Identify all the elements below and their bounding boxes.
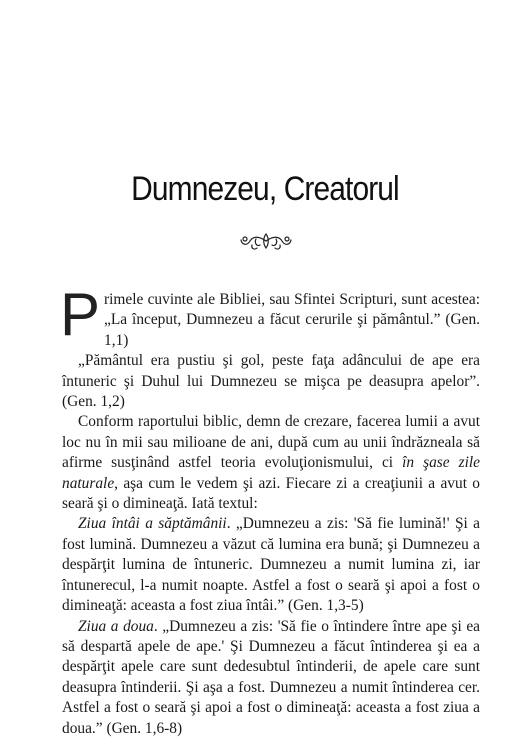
paragraph-3-text-a: Conform raportului biblic, demn de crezare, facerea lumii a avut loc nu în mii sau milioane de ani, după cum au unii îndrăzneala să afirme susţinând astfel teoria evoluţionismului, ci (62, 413, 480, 472)
paragraph-1-text: rimele cuvinte ale Bibliei, sau Sfintei Scripturi, sunt acestea: „La început, Dumnezeu a făcut cerurile şi pământul.” (Gen. 1,1) (104, 291, 480, 349)
day-one-heading: Ziua întâi a săptămânii (78, 515, 227, 533)
paragraph-5 (62, 617, 480, 739)
paragraph-3-emphasis: în şase zile naturale (62, 454, 480, 492)
paragraph-4 (62, 514, 480, 616)
chapter-title: Dumnezeu, Creatorul (131, 170, 399, 208)
paragraph-3 (62, 412, 480, 514)
paragraph-4-text: . „Dumnezeu a zis: 'Să fie lumină!' Şi a fost lumină. Dumnezeu a văzut că lumina era bună; şi Dumnezeu a despărţit lumina de întuneric. Dumnezeu a numit lumina zi, iar întunerecul, l-a numit noapte. Astfel a fost o seară şi apoi a fost o dimineaţă: aceasta a fost ziua întâi.” (Gen. 1,3-5) (62, 515, 480, 615)
floral-ornament-icon (239, 230, 293, 252)
drop-cap: P (60, 281, 101, 348)
paragraph-1 (60, 281, 480, 351)
day-two-heading: Ziua a doua (78, 617, 154, 635)
paragraph-3-text-b: , aşa cum le vedem şi azi. Fiecare zi a creaţiunii a avut o seară şi o dimineaţă. Iată textul: (62, 474, 480, 513)
paragraph-5-text: . „Dumnezeu a zis: 'Să fie o întindere între ape şi ea să despartă apele de ape.' Şi Dumnezeu a făcut întinderea şi ea a despărţit apele care sunt dedesubtul întinderii, de apele care sunt deasupra întinderii. Şi aşa a fost. Dumnezeu a numit întinderea cer. Astfel a fost o seară şi apoi a fost o dimineaţă: aceasta a fost ziua a doua.” (Gen. 1,6-8) (62, 617, 480, 737)
paragraph-2: „Pământul era pustiu şi gol, peste faţa adâncului de ape era întuneric şi Duhul lui Dumnezeu se mişca pe deasupra apelor”. (Gen. 1,2) (62, 352, 480, 411)
body-text (60, 281, 480, 739)
